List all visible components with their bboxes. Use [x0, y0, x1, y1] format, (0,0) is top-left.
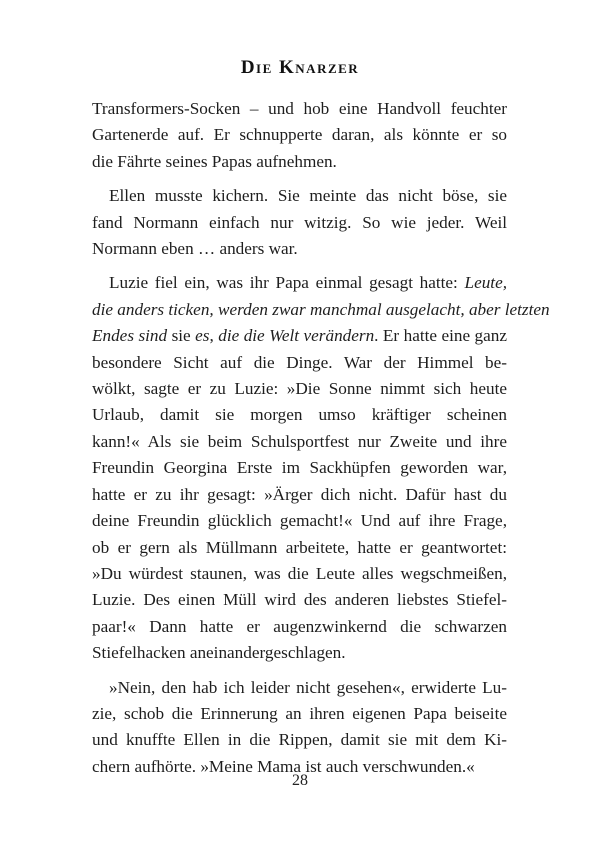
italic-span: Endes sind — [92, 326, 168, 346]
text-line — [92, 429, 507, 455]
text-line — [92, 350, 507, 376]
italic-span: die die Welt verändern — [218, 326, 375, 346]
text-line — [92, 210, 507, 236]
text-line — [92, 675, 507, 701]
text-span: »Du würdest staunen, was die Leute alles wegschmeißen, — [92, 563, 507, 583]
text-line — [92, 297, 550, 323]
text-span: fand Normann einfach nur witzig. So wie jeder. Weil — [92, 212, 507, 232]
text-span: und knuffte Ellen in die Rippen, damit sie mit dem Ki- — [92, 730, 507, 750]
page-number: 28 — [292, 772, 308, 789]
text-line — [92, 587, 507, 613]
text-line — [92, 482, 507, 508]
text-span: Ellen musste kichern. Sie meinte das nicht böse, sie — [109, 186, 507, 206]
text-span: zie, schob die Erinnerung an ihren eigenen Papa beiseite — [92, 703, 507, 723]
text-line — [92, 149, 507, 175]
text-span: Normann eben … anders war. — [92, 239, 298, 259]
text-line — [92, 236, 507, 262]
paragraph-gap — [92, 175, 507, 183]
text-line — [92, 701, 507, 727]
paragraph — [92, 675, 507, 781]
text-span: Gartenerde auf. Er schnupperte daran, als könnte er so — [92, 125, 507, 145]
text-span: , — [209, 326, 219, 346]
text-span: Luzie. Des einen Müll wird des anderen liebstes Stiefel- — [92, 590, 507, 610]
text-line — [92, 96, 507, 122]
text-span: . Er hatte eine ganz — [374, 326, 508, 346]
text-line — [92, 270, 507, 296]
italic-span: die anders ticken, werden zwar manchmal ausgelacht, aber letzten — [92, 299, 550, 319]
text-line — [92, 323, 507, 349]
text-span: chern aufhörte. »Meine Mama ist auch verschwunden.« — [92, 756, 475, 776]
text-line — [92, 183, 507, 209]
text-line — [92, 614, 507, 640]
paragraph-gap — [92, 667, 507, 675]
text-line — [92, 640, 507, 666]
text-span: sie — [167, 326, 196, 346]
text-span: hatte er zu ihr gesagt: »Ärger dich nicht. Dafür hast du — [92, 484, 507, 504]
text-span: die Fährte seines Papas aufnehmen. — [92, 151, 337, 171]
italic-span: Leute, — [464, 273, 507, 293]
text-span: besondere Sicht auf die Dinge. War der Himmel be- — [92, 352, 507, 372]
text-line — [92, 508, 507, 534]
text-span: paar!« Dann hatte er augenzwinkernd die schwarzen — [92, 616, 507, 636]
text-line — [92, 561, 507, 587]
text-line — [92, 727, 507, 753]
text-span: Transformers-Socken – und hob eine Handvoll feuchter — [92, 99, 507, 118]
text-span: »Nein, den hab ich leider nicht gesehen«, erwiderte Lu- — [109, 677, 507, 697]
text-line — [92, 455, 507, 481]
paragraph — [92, 96, 507, 175]
text-line — [92, 535, 507, 561]
paragraph — [92, 183, 507, 262]
text-span: Luzie fiel ein, was ihr Papa einmal gesagt hatte: — [109, 273, 465, 293]
text-span: Stiefelhacken aneinandergeschlagen. — [92, 643, 346, 663]
text-line — [92, 402, 507, 428]
italic-span: es — [195, 326, 210, 346]
text-span: Freundin Georgina Erste im Sackhüpfen geworden war, — [92, 458, 507, 478]
text-span: kann!« Als sie beim Schulsportfest nur Zweite und ihre — [92, 431, 507, 451]
text-span: wölkt, sagte er zu Luzie: »Die Sonne nimmt sich heute — [92, 379, 507, 399]
text-span: ob er gern als Müllmann arbeitete, hatte er geantwortet: — [92, 537, 507, 557]
paragraph — [92, 270, 550, 666]
running-head: Die Knarzer — [240, 57, 360, 78]
text-line — [92, 122, 507, 148]
text-line — [92, 376, 507, 402]
text-span: deine Freundin glücklich gemacht!« Und auf ihre Frage, — [92, 511, 507, 531]
text-span: Urlaub, damit sie morgen umso kräftiger scheinen — [92, 405, 507, 425]
paragraph-gap — [92, 262, 507, 270]
body-text — [92, 96, 550, 780]
